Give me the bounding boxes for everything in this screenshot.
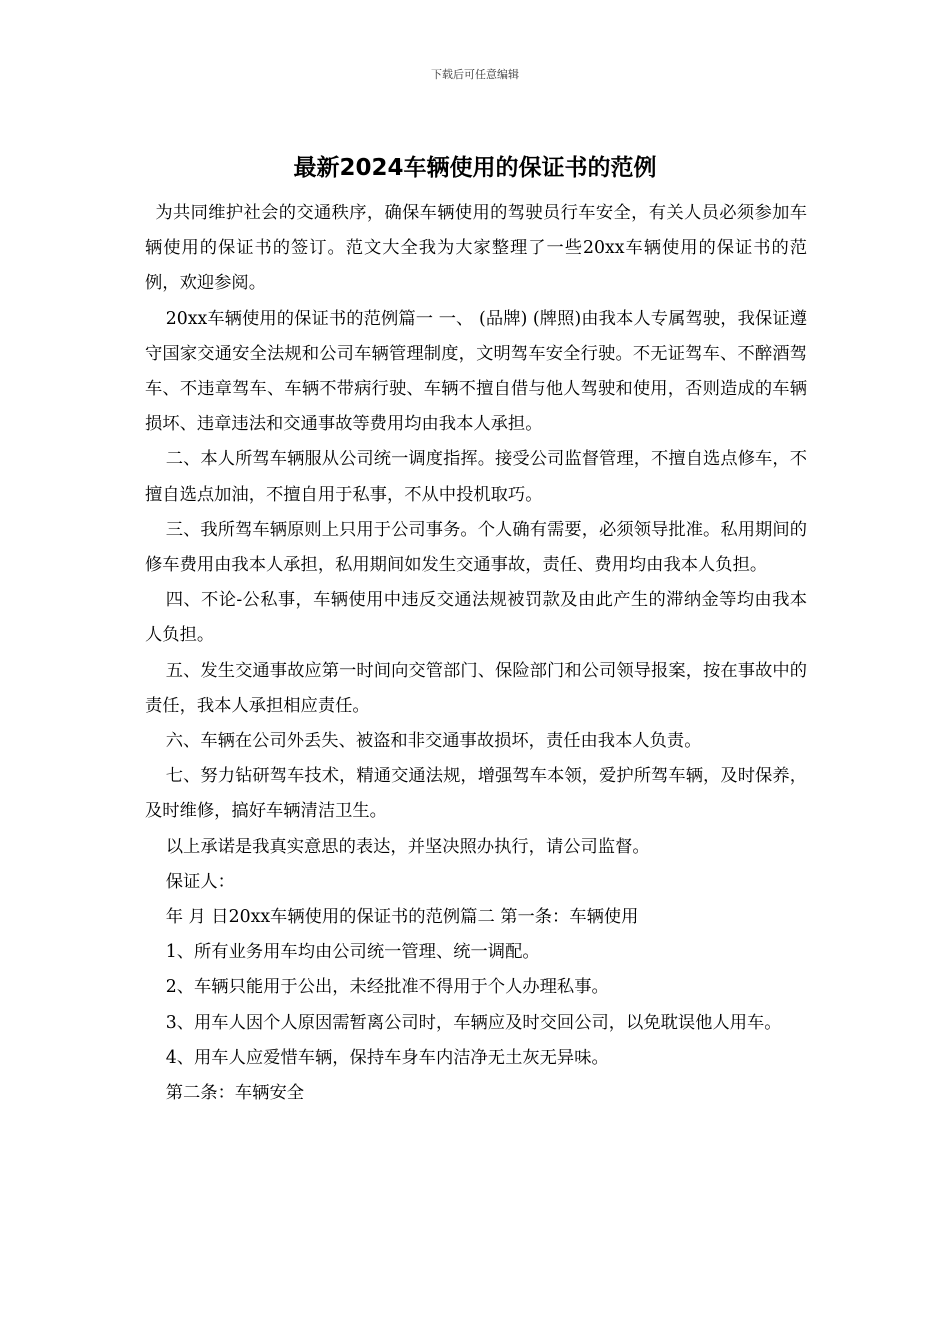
paragraph: 二、本人所驾车辆服从公司统一调度指挥。接受公司监督管理，不擅自选点修车，不擅自选点加油，不擅自用于私事，不从中投机取巧。 [145, 449, 807, 505]
paragraph: 六、车辆在公司外丢失、被盗和非交通事故损坏，责任由我本人负责。 [165, 731, 702, 752]
paragraph: 以上承诺是我真实意思的表达，并坚决照办执行，请公司监督。 [165, 836, 650, 857]
section-heading: 第二条：车辆安全 [165, 1083, 305, 1104]
document-body [145, 196, 807, 1111]
paragraph: 年 月 日20xx车辆使用的保证书的范例篇二 第一条：车辆使用 [165, 907, 639, 928]
document-title: 最新2024车辆使用的保证书的范例 [293, 155, 657, 181]
paragraph-intro: 为共同维护社会的交通秩序，确保车辆使用的驾驶员行车安全，有关人员必须参加车辆使用的保证书的签订。范文大全我为大家整理了一些20xx车辆使用的保证书的范例，欢迎参阅。 [145, 203, 807, 294]
list-item: 3、用车人因个人原因需暂离公司时，车辆应及时交回公司，以免耽误他人用车。 [165, 1012, 782, 1033]
paragraph: 五、发生交通事故应第一时间向交管部门、保险部门和公司领导报案，按在事故中的责任，我本人承担相应责任。 [145, 660, 807, 716]
paragraph: 20xx车辆使用的保证书的范例篇一 一、 (品牌) (牌照)由我本人专属驾驶，我保证遵守国家交通安全法规和公司车辆管理制度，文明驾车安全行驶。不无证驾车、不醉酒驾车、不违章驾车、车辆不带病行驶、车辆不擅自借与他人驾驶和使用，否则造成的车辆损坏、违章违法和交通事故等费用均由我本人承担。 [145, 308, 807, 435]
paragraph: 四、不论-公私事，车辆使用中违反交通法规被罚款及由此产生的滞纳金等均由我本人负担。 [145, 590, 807, 646]
paragraph: 七、努力钻研驾车技术，精通交通法规，增强驾车本领，爱护所驾车辆，及时保养，及时维修，搞好车辆清洁卫生。 [145, 766, 807, 822]
header-note: 下载后可任意编辑 [431, 68, 519, 81]
guarantor-label: 保证人： [165, 871, 235, 892]
list-item: 2、车辆只能用于公出，未经批准不得用于个人办理私事。 [165, 977, 609, 998]
list-item: 4、用车人应爱惜车辆，保持车身车内洁净无土灰无异味。 [165, 1047, 609, 1068]
list-item: 1、所有业务用车均由公司统一管理、统一调配。 [165, 942, 540, 963]
paragraph: 三、我所驾车辆原则上只用于公司事务。个人确有需要，必须领导批准。私用期间的修车费用由我本人承担，私用期间如发生交通事故，责任、费用均由我本人负担。 [145, 519, 807, 576]
